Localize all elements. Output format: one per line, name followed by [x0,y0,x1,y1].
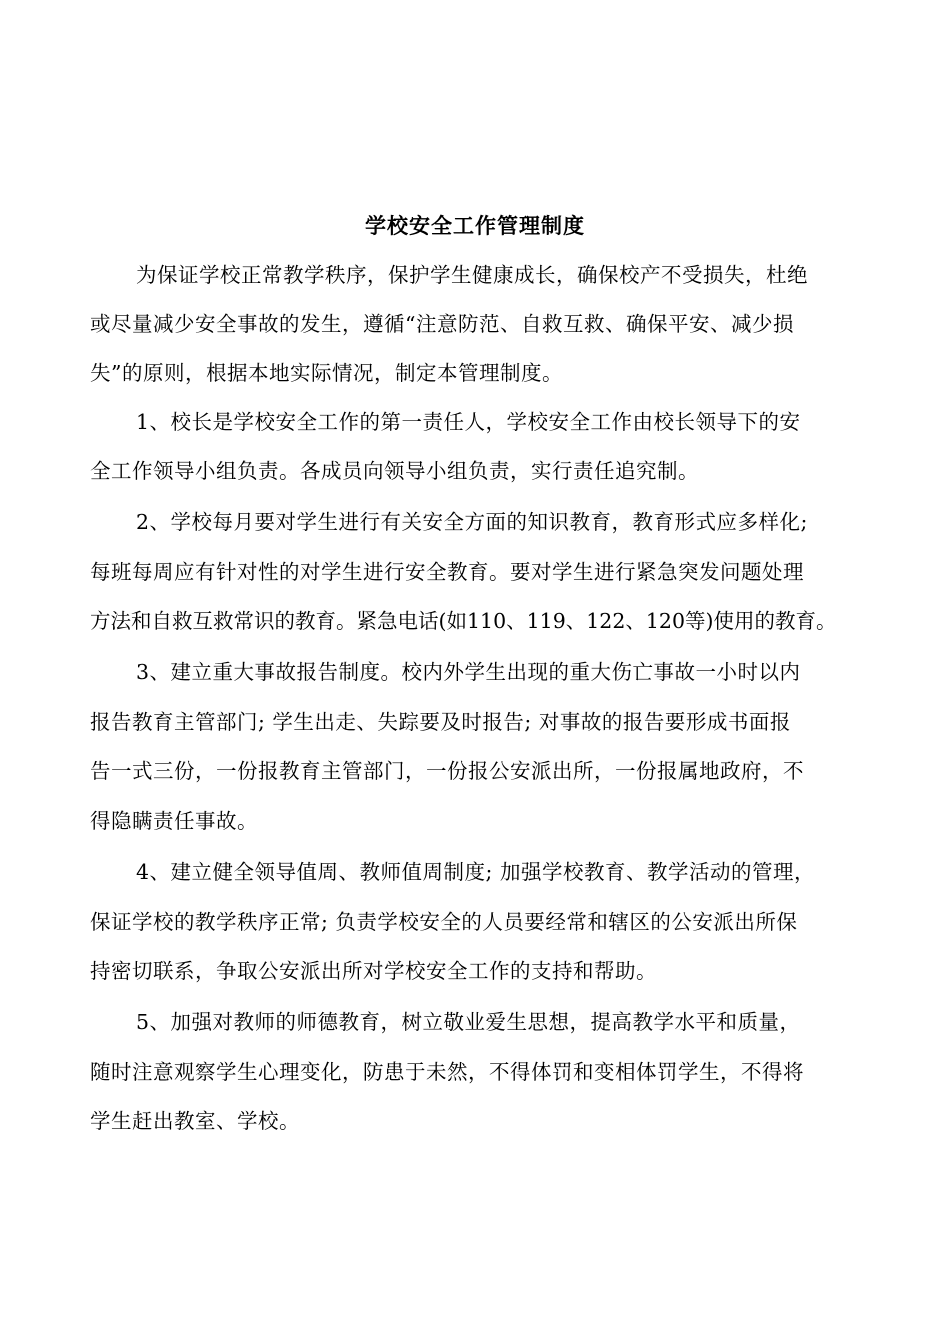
paragraph-rule-5-line: 学生赶出教室、学校。 [90,1109,300,1133]
paragraph-rule-3-line: 3、建立重大事故报告制度。校内外学生出现的重大伤亡事故一小时以内 [136,660,801,684]
paragraph-rule-2-line: 方法和自救互救常识的教育。紧急电话(如110、119、122、120等)使用的教育。 [90,609,837,633]
paragraph-intro-line: 为保证学校正常教学秩序，保护学生健康成长，确保校产不受损失，杜绝 [136,263,808,287]
paragraph-rule-3-line: 得隐瞒责任事故。 [90,809,258,833]
paragraph-rule-4-line: 持密切联系，争取公安派出所对学校安全工作的支持和帮助。 [90,959,657,983]
paragraph-rule-4-line: 保证学校的教学秩序正常; 负责学校安全的人员要经常和辖区的公安派出所保 [90,910,798,934]
paragraph-rule-4-line: 4、建立健全领导值周、教师值周制度; 加强学校教育、教学活动的管理， [136,860,815,884]
paragraph-rule-2-line: 2、学校每月要对学生进行有关安全方面的知识教育，教育形式应多样化; [136,510,808,534]
paragraph-intro-line: 失”的原则，根据本地实际情况，制定本管理制度。 [90,361,563,385]
paragraph-rule-3-line: 报告教育主管部门; 学生出走、失踪要及时报告; 对事故的报告要形成书面报 [90,710,791,734]
paragraph-intro-line: 或尽量减少安全事故的发生，遵循“注意防范、自救互救、确保平安、减少损 [90,312,794,336]
paragraph-rule-2-line: 每班每周应有针对性的对学生进行安全教育。要对学生进行紧急突发问题处理 [90,560,804,584]
paragraph-rule-3-line: 告一式三份，一份报教育主管部门，一份报公安派出所，一份报属地政府，不 [90,759,804,783]
paragraph-rule-1-line: 全工作领导小组负责。各成员向领导小组负责，实行责任追究制。 [90,459,699,483]
document-title: 学校安全工作管理制度 [365,213,585,238]
paragraph-rule-1-line: 1、校长是学校安全工作的第一责任人，学校安全工作由校长领导下的安 [136,410,801,434]
paragraph-rule-5-line: 5、加强对教师的师德教育，树立敬业爱生思想，提高教学水平和质量， [136,1010,801,1034]
paragraph-rule-5-line: 随时注意观察学生心理变化，防患于未然，不得体罚和变相体罚学生，不得将 [90,1060,804,1084]
